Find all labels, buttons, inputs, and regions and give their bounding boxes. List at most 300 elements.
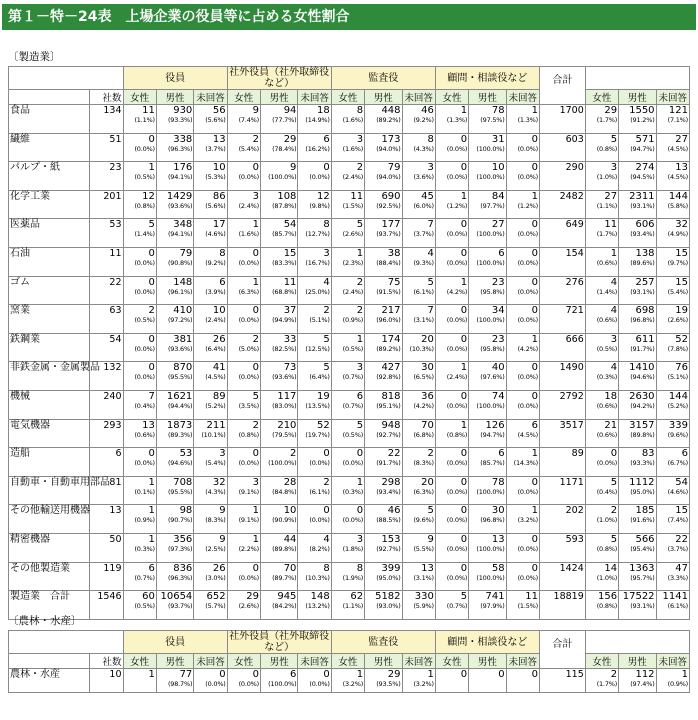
total-cell [619, 305, 656, 334]
cell-value: 9 [290, 162, 297, 174]
total-cell [619, 419, 656, 448]
cell-percent: (5.2%) [667, 401, 688, 410]
table-row [9, 247, 690, 276]
company-count-header: 社数 [90, 654, 123, 669]
cell-percent: (91.6%) [630, 516, 655, 525]
data-cell [194, 448, 227, 477]
cell-percent: (7.8%) [667, 344, 688, 353]
cell-value: 1 [460, 362, 468, 374]
company-count: 201 [90, 190, 123, 219]
total-cell [619, 448, 656, 477]
cell-value: 5 [610, 533, 618, 545]
data-cell [123, 476, 156, 505]
cell-percent: (5.7%) [205, 602, 226, 611]
company-count-header: 社数 [90, 90, 123, 105]
data-cell [156, 276, 193, 305]
total-count: 18819 [539, 591, 585, 620]
cell-percent: (5.5%) [413, 544, 434, 553]
cell-value: 70 [283, 562, 297, 574]
data-cell [469, 105, 506, 134]
cell-percent: (9.2%) [205, 258, 226, 267]
data-cell [298, 333, 331, 362]
cell-percent: (0.0%) [134, 373, 155, 382]
cell-percent: (85.7%) [480, 459, 505, 468]
data-cell [402, 591, 435, 620]
cell-percent: (0.7%) [342, 373, 364, 382]
data-cell [298, 562, 331, 591]
sub-header: 未回答 [402, 90, 435, 105]
cell-percent: (93.1%) [630, 602, 655, 611]
data-cell [227, 105, 260, 134]
cell-value: 70 [421, 419, 434, 431]
cell-percent: (8.2%) [309, 544, 330, 553]
data-cell [435, 133, 468, 162]
cell-value: 0 [531, 276, 538, 288]
data-cell [156, 476, 193, 505]
cell-value: 0 [252, 305, 259, 317]
industry-name: 機械 [9, 390, 90, 419]
data-cell [469, 162, 506, 191]
table-row [9, 591, 690, 620]
data-cell [506, 362, 539, 391]
cell-value: 211 [206, 419, 226, 431]
cell-percent: (95.7%) [630, 573, 655, 582]
data-cell [260, 390, 297, 419]
cell-value: 23 [491, 333, 505, 345]
cell-percent: (95.8%) [480, 287, 505, 296]
data-cell [227, 276, 260, 305]
data-cell [506, 105, 539, 134]
data-cell [227, 190, 260, 219]
cell-percent: (100.0%) [268, 173, 297, 182]
total-cell [619, 219, 656, 248]
data-cell [506, 419, 539, 448]
cell-value: 27 [604, 190, 618, 202]
cell-value: 2 [252, 419, 259, 431]
company-count: 50 [90, 533, 123, 562]
cell-percent: (5.4%) [238, 144, 259, 153]
cell-value: 2 [610, 669, 618, 680]
cell-percent: (9.3%) [413, 258, 434, 267]
cell-percent: (0.0%) [446, 316, 468, 325]
cell-value: 0 [148, 333, 155, 345]
data-cell [506, 390, 539, 419]
cell-percent: (96.3%) [167, 573, 193, 582]
cell-percent: (94.7%) [630, 144, 655, 153]
cell-value: 40 [491, 362, 505, 374]
data-cell [123, 133, 156, 162]
cell-percent: (3.1%) [413, 573, 434, 582]
total-cell [656, 219, 689, 248]
cell-value: 108 [277, 190, 297, 202]
data-cell [298, 190, 331, 219]
industry-name: 鉄鋼業 [9, 333, 90, 362]
cell-value: 3 [610, 333, 618, 345]
cell-percent: (83.0%) [272, 401, 297, 410]
data-cell [331, 669, 364, 693]
cell-percent: (82.5%) [272, 344, 297, 353]
cell-value: 17522 [622, 591, 655, 603]
data-cell [435, 669, 468, 693]
data-cell [365, 448, 402, 477]
data-cell [365, 276, 402, 305]
cell-value: 1 [148, 505, 155, 517]
data-cell [506, 669, 539, 693]
cell-percent: (89.3%) [167, 430, 193, 439]
cell-value: 45 [421, 190, 434, 202]
cell-value: 870 [173, 362, 193, 374]
company-count: 53 [90, 219, 123, 248]
company-count: 1546 [90, 591, 123, 620]
cell-percent: (0.0%) [446, 344, 468, 353]
cell-value: 98 [179, 505, 193, 517]
cell-value: 3 [219, 448, 226, 460]
cell-value: 330 [414, 591, 434, 603]
cell-percent: (14.9%) [305, 116, 330, 124]
data-cell [506, 533, 539, 562]
data-cell [298, 276, 331, 305]
cell-value: 0 [460, 562, 468, 574]
cell-percent: (0.0%) [446, 573, 468, 582]
cell-value: 8 [427, 133, 434, 145]
total-count-header [539, 654, 585, 669]
cell-percent: (0.0%) [446, 516, 468, 525]
cell-value: 2311 [629, 190, 655, 202]
cell-percent: (91.7%) [376, 459, 401, 468]
cell-percent: (9.7%) [667, 258, 688, 267]
total-cell [656, 362, 689, 391]
cell-value: 26 [212, 562, 226, 574]
industry-name: 医薬品 [9, 219, 90, 248]
cell-percent: (2.4%) [205, 316, 226, 325]
data-cell [331, 419, 364, 448]
cell-percent: (6.0%) [413, 201, 434, 210]
data-cell [506, 190, 539, 219]
cell-value: 1429 [166, 190, 193, 202]
data-cell [402, 190, 435, 219]
cell-percent: (1.7%) [596, 680, 618, 688]
cell-value: 5 [148, 219, 155, 231]
cell-percent: (91.2%) [630, 116, 655, 124]
table-row [9, 305, 690, 334]
cell-value: 1 [148, 669, 155, 680]
data-cell [123, 419, 156, 448]
data-cell [506, 276, 539, 305]
cell-value: 17 [212, 219, 226, 231]
cell-percent: (0.3%) [134, 544, 155, 553]
total-cell [585, 276, 618, 305]
data-cell [298, 419, 331, 448]
cell-value: 4 [323, 276, 330, 288]
data-cell [365, 476, 402, 505]
industry-header-blank [9, 90, 90, 105]
total-cell [619, 190, 656, 219]
cell-value: 0 [219, 669, 226, 680]
cell-value: 36 [421, 390, 434, 402]
cell-value: 448 [381, 105, 401, 116]
cell-percent: (6.7%) [667, 459, 688, 468]
cell-percent: (100.0%) [476, 544, 505, 553]
cell-percent: (89.8%) [272, 544, 297, 553]
cell-value: 174 [381, 333, 401, 345]
cell-value: 11 [283, 276, 297, 288]
cell-percent: (7.4%) [238, 116, 259, 124]
cell-value: 1 [531, 333, 538, 345]
cell-value: 427 [381, 362, 401, 374]
cell-percent: (0.9%) [134, 516, 155, 525]
table-row [9, 669, 690, 693]
sub-header: 女性 [123, 654, 156, 669]
cell-percent: (2.4%) [342, 173, 364, 182]
cell-value: 30 [421, 362, 434, 374]
data-cell [506, 305, 539, 334]
cell-percent: (4.5%) [667, 173, 688, 182]
data-cell [435, 190, 468, 219]
data-cell [402, 476, 435, 505]
total-cell [656, 505, 689, 534]
cell-percent: (12.7%) [305, 230, 330, 239]
cell-value: 818 [381, 390, 401, 402]
data-cell [227, 362, 260, 391]
data-cell [260, 591, 297, 620]
cell-value: 46 [387, 505, 401, 517]
data-cell [469, 669, 506, 693]
cell-value: 38 [387, 247, 401, 259]
sub-header: 未回答 [298, 654, 331, 669]
data-cell [435, 219, 468, 248]
table-row [9, 105, 690, 134]
cell-value: 2 [323, 305, 330, 317]
total-cell [585, 390, 618, 419]
cell-value: 0 [460, 476, 468, 488]
cell-percent: (100.0%) [268, 680, 297, 688]
cell-percent: (94.0%) [376, 173, 401, 182]
data-cell [123, 390, 156, 419]
cell-value: 5 [356, 219, 364, 231]
sub-header: 女性 [435, 90, 468, 105]
cell-percent: (2.4%) [238, 201, 259, 210]
total-cell [585, 305, 618, 334]
data-cell [260, 448, 297, 477]
cell-value: 31 [491, 133, 505, 145]
cell-value: 0 [252, 669, 259, 680]
cell-percent: (93.4%) [630, 230, 655, 239]
data-cell [402, 247, 435, 276]
cell-percent: (0.7%) [134, 573, 155, 582]
data-cell [194, 362, 227, 391]
cell-percent: (1.8%) [342, 544, 364, 553]
cell-value: 298 [381, 476, 401, 488]
cell-value: 2 [427, 448, 434, 460]
data-cell [227, 533, 260, 562]
cell-percent: (0.0%) [238, 573, 259, 582]
cell-value: 86 [212, 190, 226, 202]
data-cell [227, 305, 260, 334]
cell-percent: (95.0%) [630, 487, 655, 496]
industry-name: 精密機器 [9, 533, 90, 562]
cell-value: 0 [531, 162, 538, 174]
cell-percent: (9.2%) [413, 116, 434, 124]
total-count: 2482 [539, 190, 585, 219]
cell-value: 2 [356, 162, 364, 174]
cell-percent: (95.1%) [376, 401, 401, 410]
cell-percent: (3.7%) [413, 230, 434, 239]
cell-value: 173 [381, 133, 401, 145]
cell-value: 7 [427, 305, 434, 317]
cell-value: 1410 [629, 362, 655, 374]
cell-percent: (25.0%) [305, 287, 330, 296]
total-cell [585, 219, 618, 248]
cell-value: 410 [173, 305, 193, 317]
data-cell [298, 162, 331, 191]
cell-percent: (0.0%) [517, 487, 538, 496]
cell-percent: (100.0%) [476, 230, 505, 239]
cell-percent: (90.8%) [167, 258, 193, 267]
data-cell [227, 562, 260, 591]
cell-value: 0 [252, 362, 259, 374]
cell-value: 12 [317, 190, 330, 202]
data-cell [365, 362, 402, 391]
cell-value: 5 [610, 133, 618, 145]
table-row [9, 276, 690, 305]
sub-header: 女性 [331, 90, 364, 105]
cell-percent: (1.1%) [134, 116, 155, 124]
cell-percent: (0.0%) [517, 573, 538, 582]
data-cell [435, 505, 468, 534]
total-cell [619, 505, 656, 534]
cell-percent: (4.2%) [413, 401, 434, 410]
cell-value: 1 [252, 533, 259, 545]
cell-percent: (9.1%) [238, 516, 259, 525]
cell-percent: (8.3%) [205, 516, 226, 525]
table-row [9, 133, 690, 162]
cell-percent: (96.0%) [376, 316, 401, 325]
section-label-manufacturing: 〔製造業〕 [8, 51, 61, 63]
cell-value: 13 [142, 419, 155, 431]
cell-percent: (68.8%) [272, 287, 297, 296]
cell-value: 94 [283, 105, 297, 116]
data-cell [194, 419, 227, 448]
cell-value: 9 [219, 505, 226, 517]
data-cell [194, 190, 227, 219]
cell-value: 84 [491, 190, 505, 202]
cell-value: 177 [381, 219, 401, 231]
cell-value: 83 [641, 448, 655, 460]
cell-percent: (3.7%) [667, 544, 688, 553]
cell-percent: (0.4%) [134, 401, 155, 410]
total-cell [656, 419, 689, 448]
cell-value: 3 [252, 476, 259, 488]
cell-percent: (95.5%) [167, 487, 193, 496]
sub-header: 未回答 [506, 654, 539, 669]
table-row [9, 448, 690, 477]
total-count: 3517 [539, 419, 585, 448]
cell-value: 339 [668, 419, 688, 431]
cell-value: 606 [635, 219, 655, 231]
data-cell [227, 476, 260, 505]
cell-value: 0 [323, 162, 330, 174]
data-cell [435, 533, 468, 562]
cell-value: 1 [531, 105, 538, 116]
cell-value: 381 [173, 333, 193, 345]
total-cell [656, 562, 689, 591]
data-cell [227, 219, 260, 248]
cell-percent: (1.1%) [596, 201, 618, 210]
cell-value: 0 [356, 448, 364, 460]
data-cell [156, 305, 193, 334]
company-count: 119 [90, 562, 123, 591]
data-cell [194, 562, 227, 591]
cell-value: 6 [531, 419, 538, 431]
data-cell [260, 562, 297, 591]
cell-percent: (2.4%) [446, 373, 468, 382]
data-cell [435, 390, 468, 419]
cell-percent: (93.1%) [630, 201, 655, 210]
data-cell [469, 591, 506, 620]
cell-value: 3 [356, 133, 364, 145]
cell-percent: (93.6%) [167, 344, 193, 353]
cell-percent: (94.1%) [167, 230, 193, 239]
cell-percent: (0.0%) [517, 401, 538, 410]
data-cell [298, 105, 331, 134]
cell-value: 19 [675, 305, 688, 317]
cell-percent: (77.7%) [272, 116, 297, 124]
cell-percent: (12.5%) [305, 344, 330, 353]
cell-value: 0 [531, 669, 538, 680]
data-cell [156, 448, 193, 477]
cell-value: 5 [610, 476, 618, 488]
cell-value: 144 [668, 390, 688, 402]
data-cell [469, 533, 506, 562]
cell-percent: (6.1%) [309, 487, 330, 496]
cell-value: 12 [142, 190, 155, 202]
cell-value: 9 [219, 533, 226, 545]
cell-percent: (100.0%) [476, 573, 505, 582]
data-cell [365, 669, 402, 693]
cell-percent: (5.4%) [205, 459, 226, 468]
cell-percent: (1.0%) [596, 573, 618, 582]
cell-value: 9 [252, 105, 259, 116]
cell-value: 74 [491, 390, 505, 402]
cell-value: 3 [252, 190, 259, 202]
sub-header: 男性 [469, 90, 506, 105]
group-header: 社外役員（社外取締役など） [227, 67, 331, 90]
sub-header: 男性 [260, 654, 297, 669]
cell-value: 11 [525, 591, 538, 603]
cell-value: 79 [179, 247, 193, 259]
cell-value: 2 [252, 133, 259, 145]
data-cell [123, 219, 156, 248]
cell-percent: (88.5%) [376, 516, 401, 525]
cell-value: 148 [173, 276, 193, 288]
cell-percent: (94.1%) [167, 173, 193, 182]
cell-value: 13 [675, 162, 688, 174]
table-row [9, 162, 690, 191]
cell-percent: (4.2%) [517, 344, 538, 353]
cell-value: 33 [283, 333, 297, 345]
cell-value: 1 [252, 276, 259, 288]
data-cell [469, 190, 506, 219]
total-count: 2792 [539, 390, 585, 419]
cell-value: 6 [498, 247, 505, 259]
cell-value: 60 [142, 591, 155, 603]
cell-value: 945 [277, 591, 297, 603]
cell-value: 0 [148, 362, 155, 374]
company-count: 81 [90, 476, 123, 505]
cell-percent: (0.9%) [342, 316, 364, 325]
data-cell [469, 133, 506, 162]
cell-value: 338 [173, 133, 193, 145]
